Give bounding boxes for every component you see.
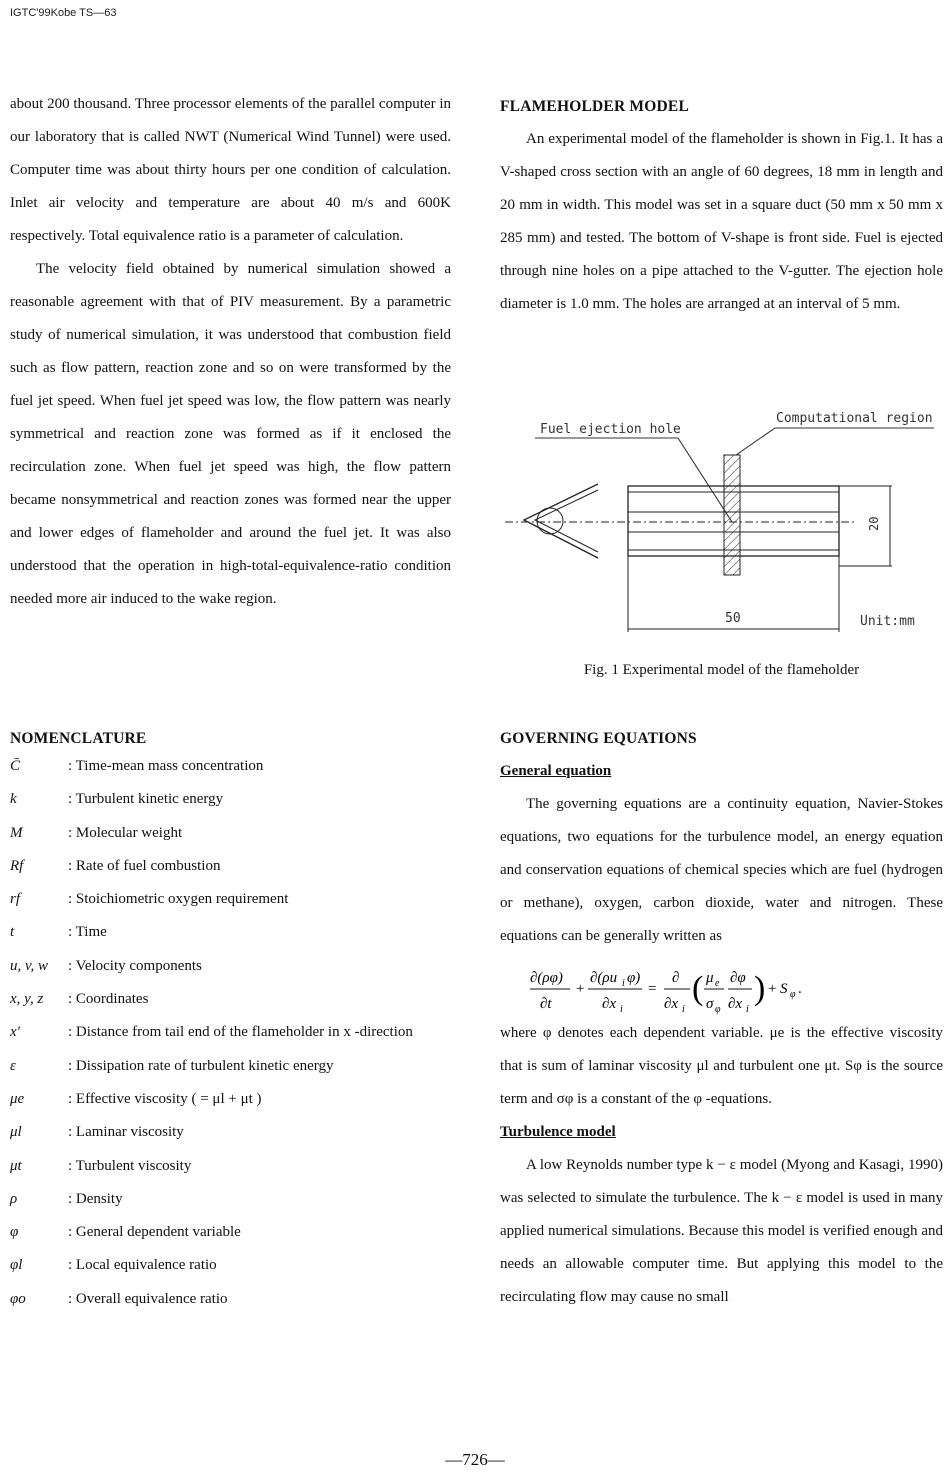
nomenclature-description: : Overall equivalence ratio — [68, 1290, 228, 1307]
nomenclature-row — [10, 1058, 460, 1091]
svg-text:e: e — [715, 978, 720, 989]
nomenclature-symbol: φ — [10, 1224, 19, 1241]
svg-text:φ): φ) — [627, 970, 641, 986]
svg-text:): ) — [754, 970, 766, 1007]
running-header: IGTC'99Kobe TS—63 — [10, 7, 117, 19]
nomenclature-row — [10, 1091, 460, 1124]
region-label: Computational region — [776, 411, 933, 426]
paragraph: where φ denotes each dependent variable. μe is the effective viscosity that is sum of laminar viscosity μl and turbulent one μt. Sφ is the source term and σφ is a constant of the φ -equations. — [500, 1025, 943, 1107]
nomenclature-row — [10, 858, 460, 891]
nomenclature-symbol: φl — [10, 1257, 23, 1274]
svg-text:+: + — [576, 981, 585, 997]
nomenclature-row — [10, 1257, 460, 1290]
nomenclature-row — [10, 991, 460, 1024]
svg-text:∂: ∂ — [672, 970, 680, 986]
nomenclature-row — [10, 825, 460, 858]
subsection-heading: Turbulence model — [500, 1124, 616, 1140]
svg-text:∂(ρu: ∂(ρu — [590, 970, 618, 986]
nomenclature-row — [10, 1024, 460, 1057]
svg-text:.: . — [798, 981, 802, 997]
paragraph: about 200 thousand. Three processor elements of the parallel computer in our laboratory that is called NWT (Numerical Wind Tunnel) were used. Computer time was about thirty hours per one condition of calculation. Inlet air velocity and temperature are about 40 m/s and 600K respectively. Total equivalence ratio is a parameter of calculation. — [10, 96, 451, 244]
nomenclature-symbol: ρ — [10, 1190, 18, 1207]
fuel-hole-label: Fuel ejection hole — [540, 422, 681, 437]
nomenclature-symbol: C̄ — [10, 758, 21, 774]
paragraph: A low Reynolds number type k − ε model (Myong and Kasagi, 1990) was selected to simulate the turbulence. The k − ε model is used in many applied numerical simulations. Because this model is verified enough and needs an allowable computer time. But applying this model to the recirculating flow may cause no small — [500, 1157, 943, 1305]
paragraph: An experimental model of the flameholder is shown in Fig.1. It has a V-shaped cross section with an angle of 60 degrees, 18 mm in length and 20 mm in width. This model was set in a square duct (50 mm x 50 mm x 285 mm) and tested. The bottom of V-shape is front side. Fuel is ejected through nine holes on a pipe attached to the V-gutter. The ejection hole diameter is 1.0 mm. The holes are arranged at an interval of 5 mm. — [500, 131, 943, 312]
figure-caption: Fig. 1 Experimental model of the flameholder — [583, 662, 860, 678]
nomenclature-description: : Laminar viscosity — [68, 1124, 184, 1141]
nomenclature-symbol: φo — [10, 1290, 26, 1307]
svg-text:σ: σ — [706, 996, 714, 1012]
nomenclature-row — [10, 1124, 460, 1157]
nomenclature-symbol: μt — [10, 1157, 22, 1174]
unit-label: Unit:mm — [860, 614, 915, 629]
svg-text:∂t: ∂t — [540, 996, 552, 1012]
height-dimension: 20 — [867, 516, 881, 531]
nomenclature-row — [10, 791, 460, 824]
nomenclature-row — [10, 1158, 460, 1191]
nomenclature-description: : Stoichiometric oxygen requirement — [68, 891, 289, 908]
svg-text:+: + — [768, 981, 777, 997]
svg-text:∂(ρφ): ∂(ρφ) — [530, 970, 563, 986]
section-heading: FLAMEHOLDER MODEL — [500, 98, 689, 115]
subsection-heading: General equation — [500, 763, 612, 779]
nomenclature-description: : Time — [68, 924, 107, 941]
nomenclature-symbol: Rf — [10, 857, 24, 874]
nomenclature-description: : Effective viscosity ( = μl + μt ) — [68, 1090, 262, 1107]
nomenclature-row — [10, 1291, 460, 1324]
nomenclature-list — [10, 758, 460, 1324]
nomenclature-description: : Density — [68, 1190, 123, 1207]
svg-text:∂x: ∂x — [664, 996, 679, 1012]
svg-text:S: S — [780, 981, 788, 997]
svg-text:φ: φ — [790, 989, 796, 1000]
nomenclature-row — [10, 891, 460, 924]
svg-text:i: i — [620, 1004, 623, 1015]
nomenclature-row — [10, 758, 460, 791]
nomenclature-symbol: k — [10, 791, 17, 808]
svg-text:∂x: ∂x — [602, 996, 617, 1012]
svg-text:∂x: ∂x — [728, 996, 743, 1012]
svg-text:i: i — [682, 1004, 685, 1015]
page-number: —726— — [445, 1450, 505, 1469]
nomenclature-symbol: u, v, w — [10, 957, 49, 974]
nomenclature-symbol: t — [10, 924, 15, 941]
svg-text:(: ( — [692, 970, 704, 1007]
svg-text:i: i — [746, 1004, 749, 1015]
nomenclature-description: : Time-mean mass concentration — [68, 758, 264, 774]
length-dimension: 50 — [725, 611, 741, 626]
nomenclature-symbol: rf — [10, 891, 21, 908]
paragraph: The governing equations are a continuity equation, Navier-Stokes equations, two equations for the turbulence model, an energy equation and conservation equations of chemical species which are fuel (hydrogen or methane), oxygen, carbon dioxide, water and nitrogen. These equations can be generally written as — [500, 796, 943, 944]
governing-section — [500, 722, 943, 1314]
flameholder-figure — [500, 400, 945, 645]
svg-text:φ: φ — [715, 1004, 721, 1015]
nomenclature-description: : Velocity components — [68, 957, 202, 974]
nomenclature-description: : Turbulent kinetic energy — [68, 791, 224, 808]
svg-text:=: = — [648, 981, 657, 997]
nomenclature-row — [10, 1224, 460, 1257]
section-heading: GOVERNING EQUATIONS — [500, 730, 697, 747]
nomenclature-description: : General dependent variable — [68, 1224, 241, 1241]
nomenclature-symbol: μl — [10, 1124, 22, 1141]
nomenclature-description: : Coordinates — [68, 991, 149, 1008]
nomenclature-symbol: ε — [10, 1057, 16, 1074]
nomenclature-row — [10, 958, 460, 991]
nomenclature-symbol: μe — [10, 1090, 25, 1107]
nomenclature-symbol: x, y, z — [10, 991, 44, 1008]
svg-text:i: i — [622, 978, 625, 989]
section-heading: NOMENCLATURE — [10, 730, 147, 747]
governing-equation — [530, 962, 830, 1018]
svg-text:μ: μ — [706, 970, 714, 986]
nomenclature-row — [10, 924, 460, 957]
left-column — [10, 88, 451, 616]
paragraph: The velocity field obtained by numerical simulation showed a reasonable agreement with that of PIV measurement. By a parametric study of numerical simulation, it was understood that combustion field such as flow pattern, reaction zone and so on were transformed by the fuel jet speed. When fuel jet speed was low, the flow pattern was nearly symmetrical and reaction zone was formed as if it enclosed the recirculation zone. When fuel jet speed was high, the flow pattern became nonsymmetrical and reaction zones was formed near the upper and lower edges of flameholder and around the fuel jet. It was also understood that the operation in high-total-equivalence-ratio condition needed more air induced to the wake region. — [10, 261, 451, 607]
svg-text:∂φ: ∂φ — [730, 970, 746, 986]
nomenclature-description: : Local equivalence ratio — [68, 1257, 217, 1274]
nomenclature-description: : Turbulent viscosity — [68, 1157, 192, 1174]
flameholder-section — [500, 90, 943, 321]
nomenclature-symbol: M — [10, 824, 23, 841]
nomenclature-description: : Distance from tail end of the flameholder in x -direction — [68, 1024, 413, 1041]
nomenclature-row — [10, 1191, 460, 1224]
nomenclature-description: : Dissipation rate of turbulent kinetic energy — [68, 1057, 334, 1074]
nomenclature-description: : Rate of fuel combustion — [68, 857, 221, 874]
nomenclature-description: : Molecular weight — [68, 824, 183, 841]
nomenclature-symbol: x' — [10, 1024, 20, 1041]
nomenclature-heading-wrap — [10, 722, 451, 755]
